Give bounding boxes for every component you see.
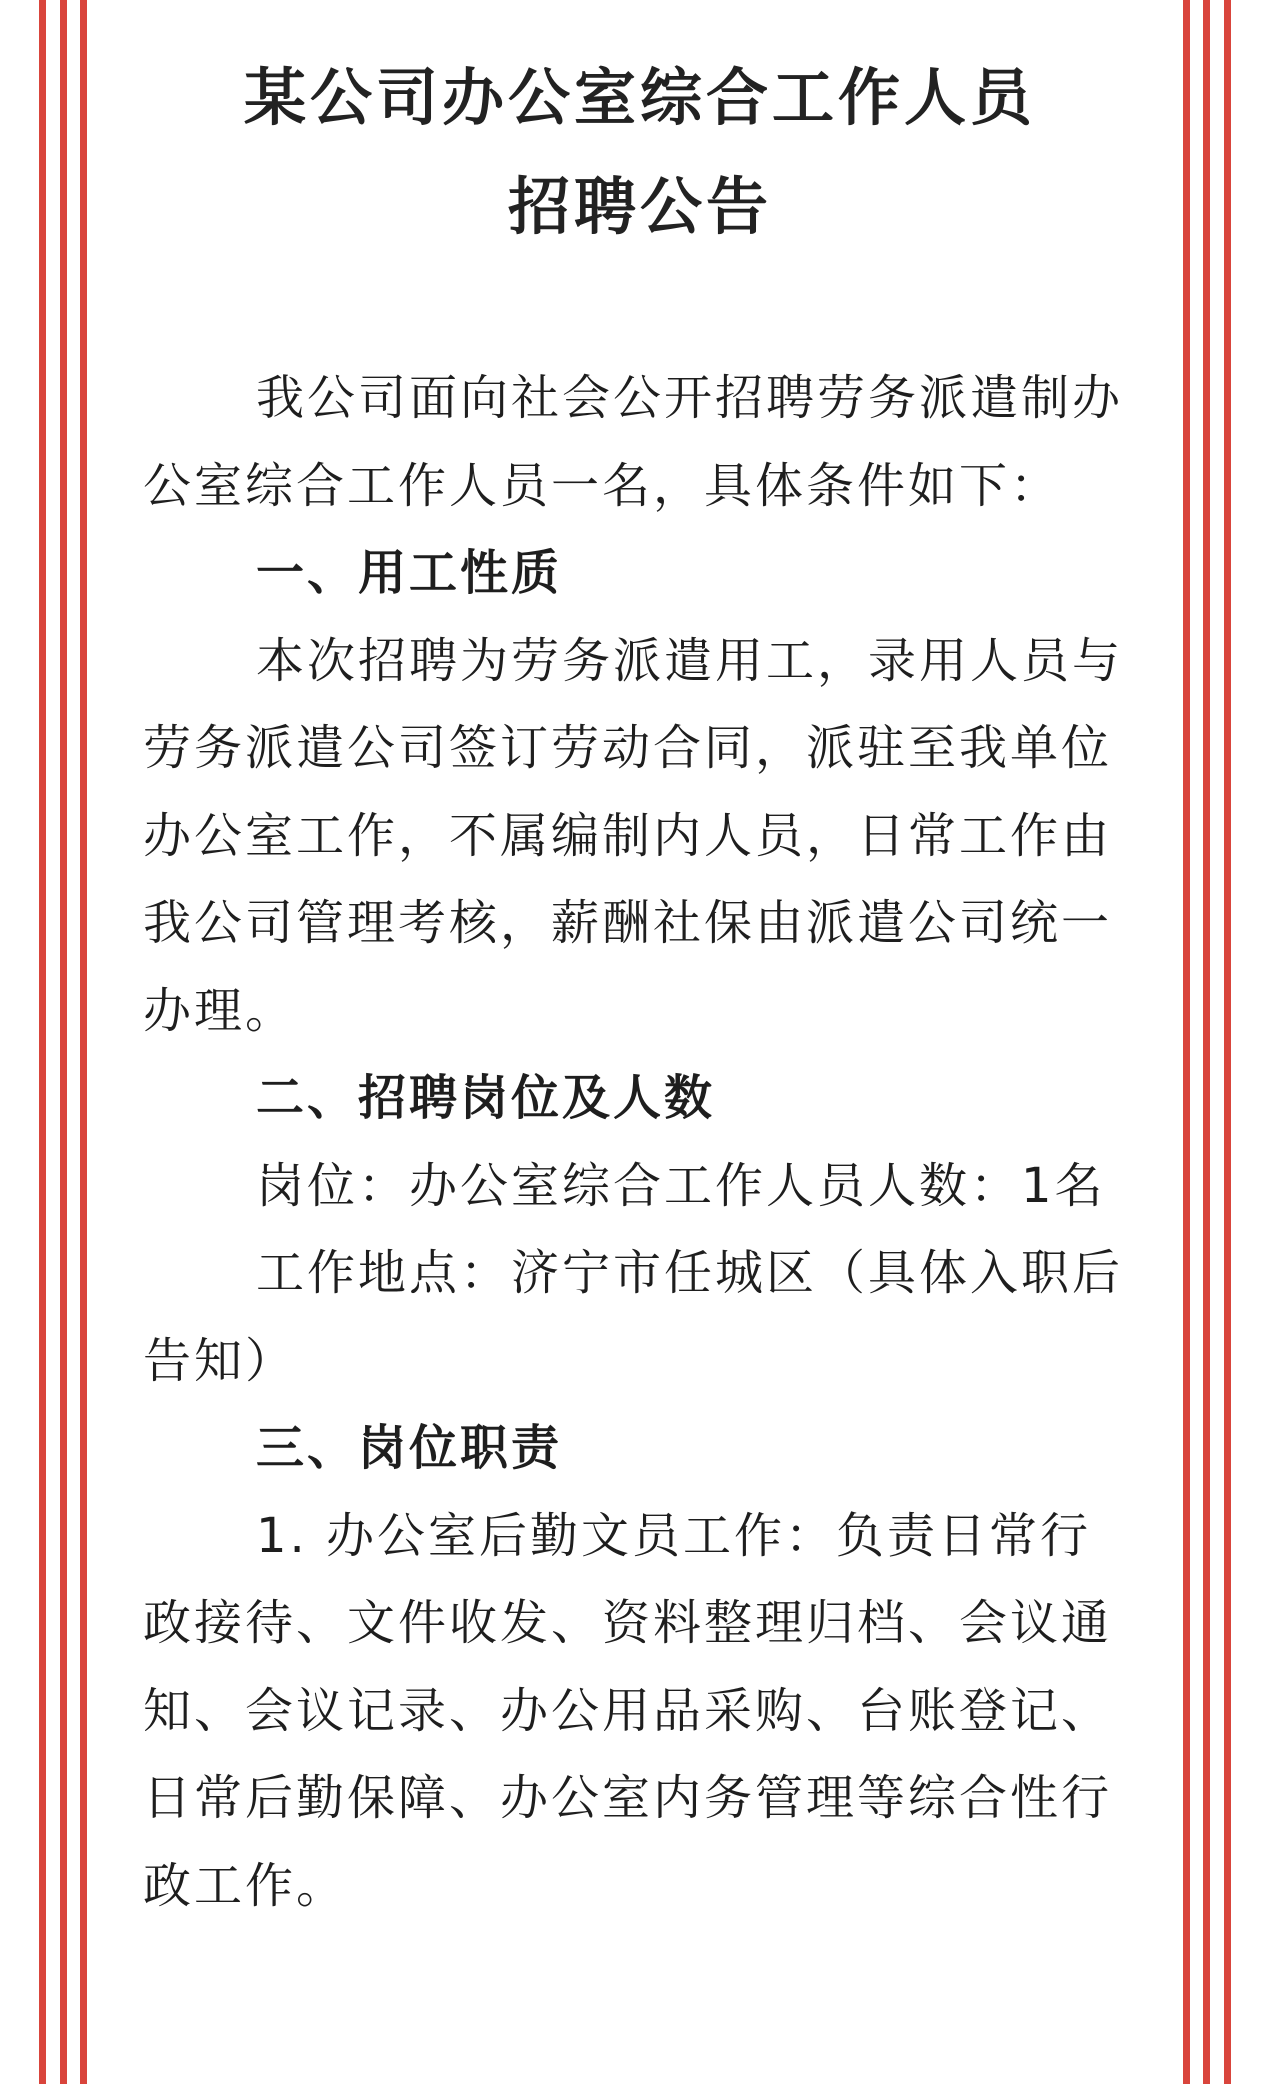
document-body — [143, 355, 1133, 1930]
section3-duty1: 1. 办公室后勤文员工作：负责日常行政接待、文件收发、资料整理归档、会议通知、会议记录、办公用品采购、台账登记、日常后勤保障、办公室内务管理等综合性行政工作。 — [143, 1507, 1113, 1914]
right-border-line-3 — [1224, 0, 1231, 2084]
section1-heading: 一、用工性质 — [256, 545, 563, 601]
section2-position: 岗位：办公室综合工作人员人数：1名 — [256, 1157, 1106, 1214]
section3-heading: 三、岗位职责 — [256, 1420, 563, 1476]
left-border-line-3 — [80, 0, 87, 2084]
section1-body: 本次招聘为劳务派遣用工，录用人员与劳务派遣公司签订劳动合同，派驻至我单位办公室工作，不属编制内人员，日常工作由我公司管理考核，薪酬社保由派遣公司统一办理。 — [143, 632, 1124, 1039]
left-border-line-2 — [60, 0, 67, 2084]
right-border-line-2 — [1203, 0, 1210, 2084]
section2-location: 工作地点：济宁市任城区（具体入职后告知） — [143, 1245, 1124, 1389]
section2-heading: 二、招聘岗位及人数 — [256, 1070, 716, 1126]
intro-paragraph: 我公司面向社会公开招聘劳务派遣制办公室综合工作人员一名，具体条件如下： — [143, 370, 1124, 514]
document-title-line1: 某公司办公室综合工作人员 — [243, 61, 1036, 134]
left-border-line-1 — [39, 0, 46, 2084]
document-title-line2: 招聘公告 — [507, 170, 772, 243]
right-border-line-1 — [1183, 0, 1190, 2084]
